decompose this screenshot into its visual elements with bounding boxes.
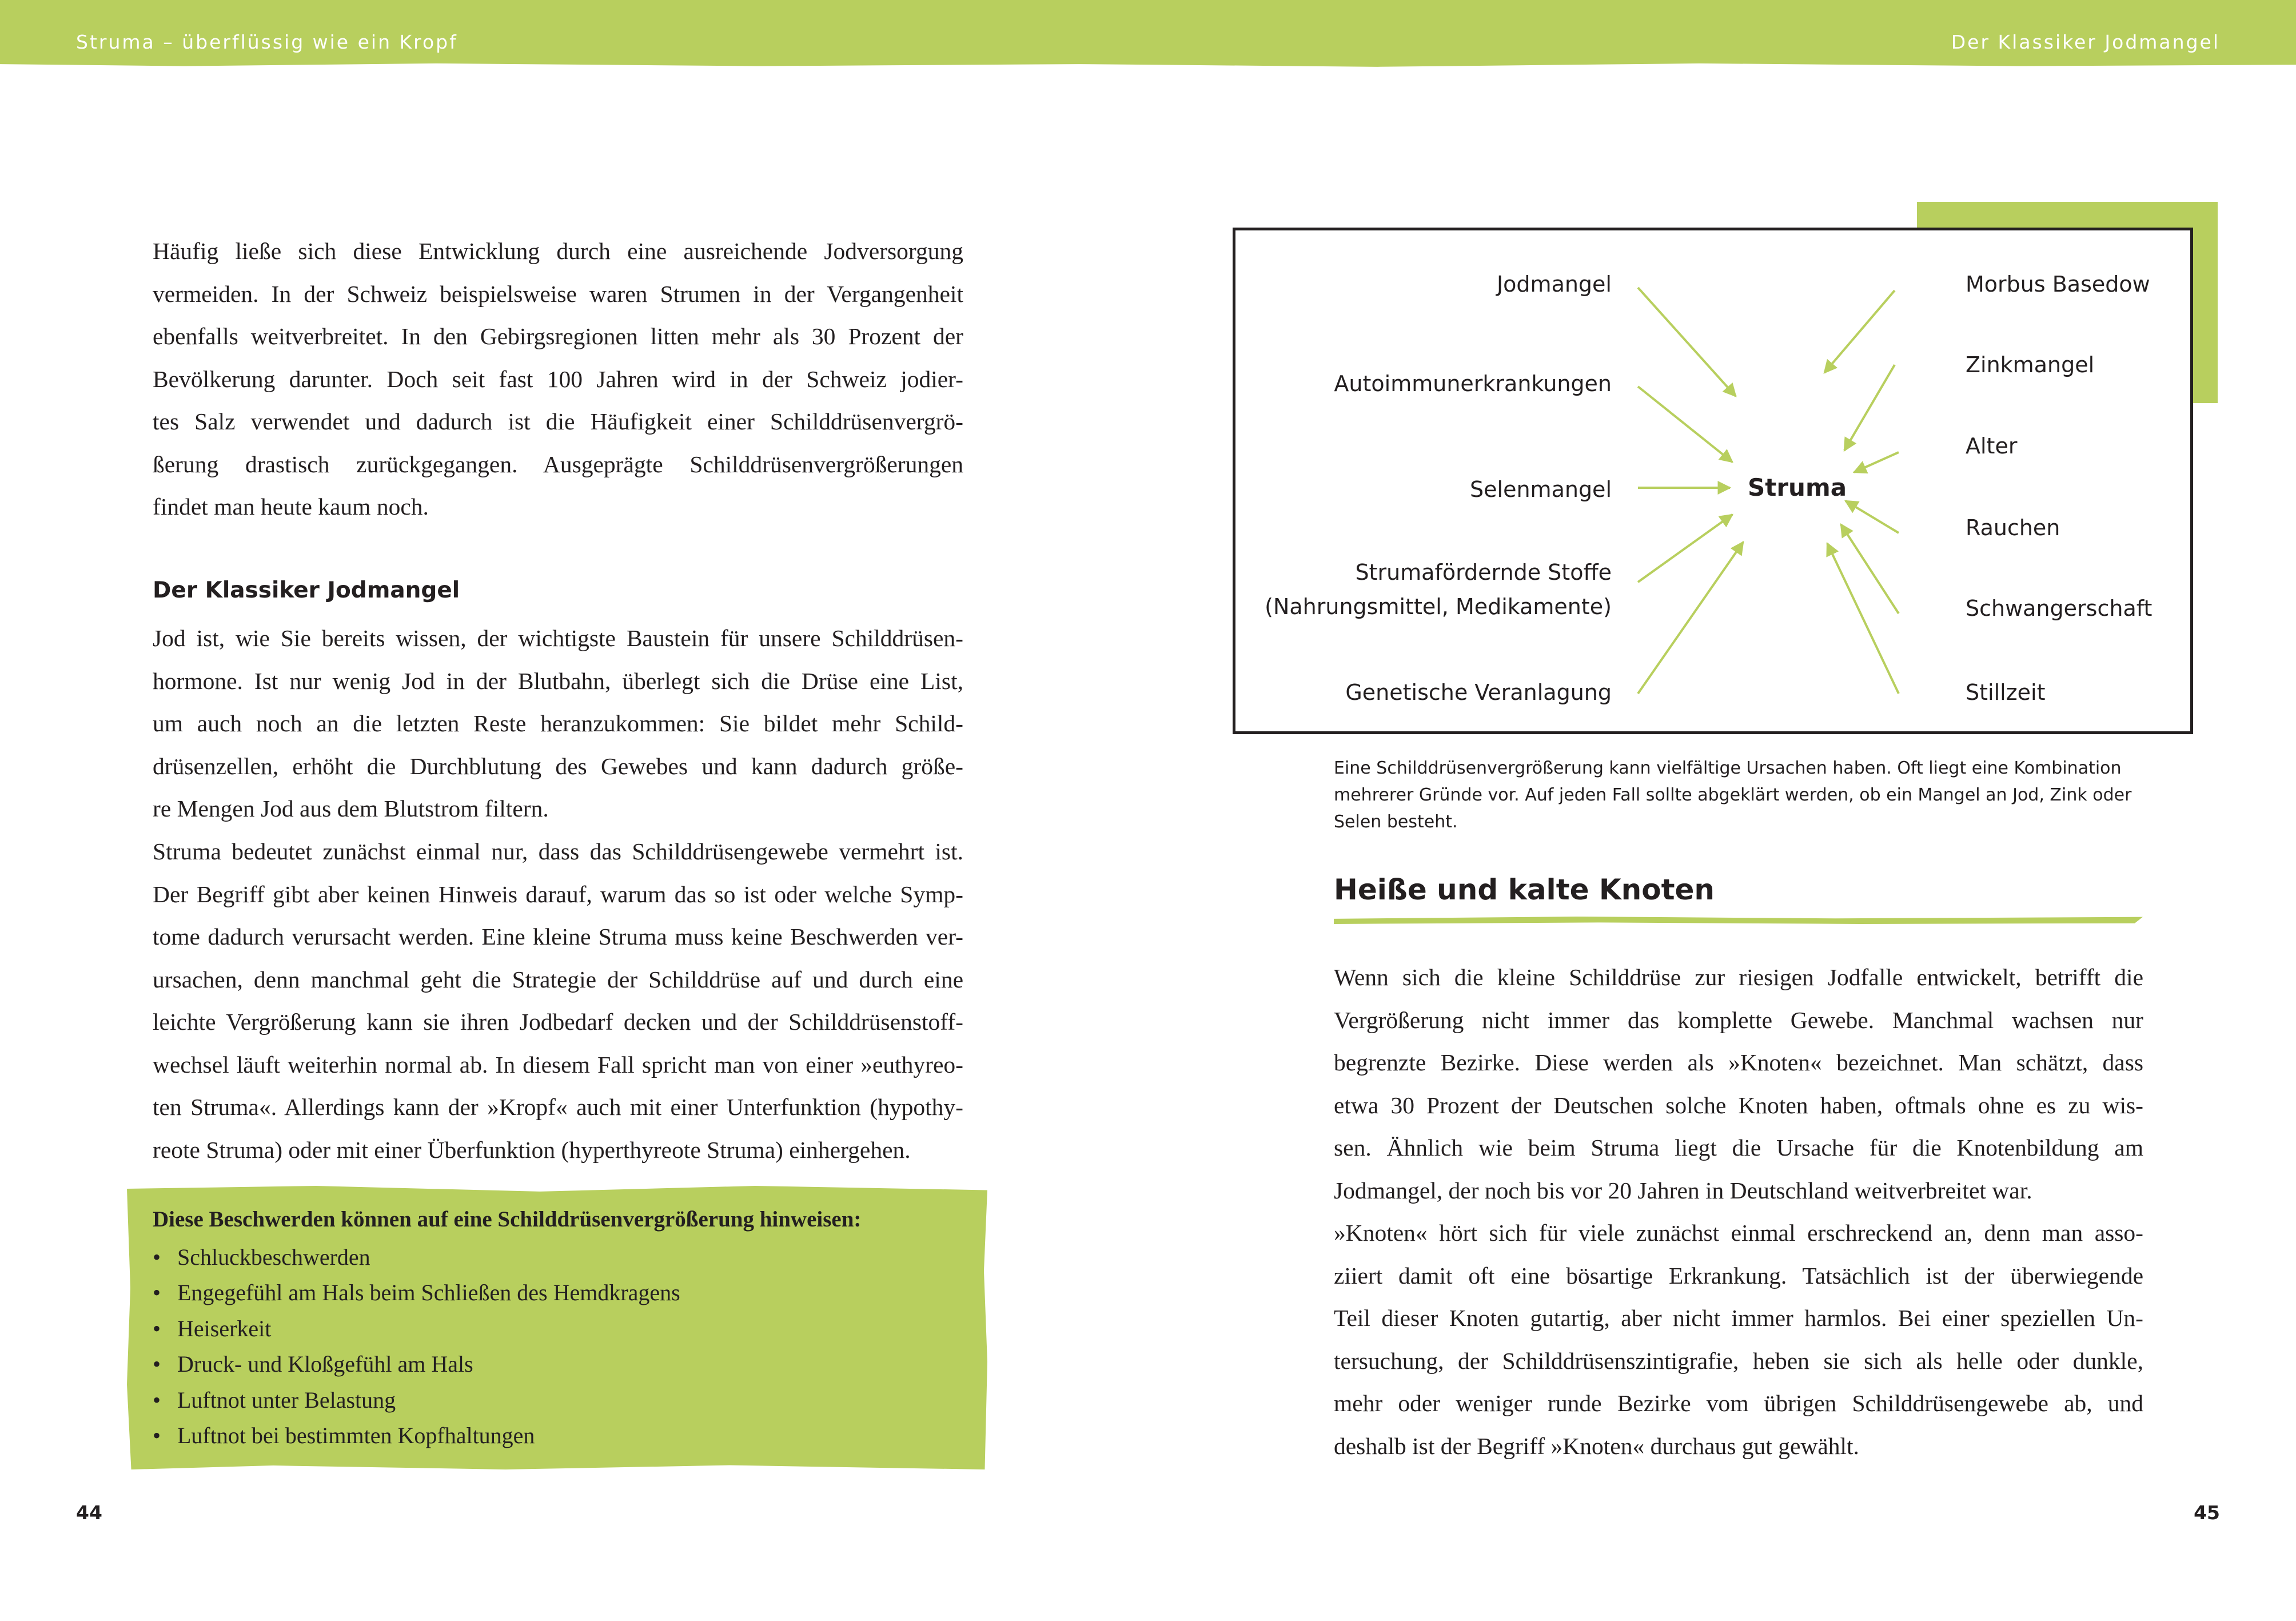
symptoms-box-title: Diese Beschwerden können auf eine Schilddrüsenvergrößerung hinweisen:	[153, 1207, 862, 1232]
list-item-text: Heiserkeit	[177, 1315, 272, 1341]
knoten-paragraph-2	[1334, 1212, 2143, 1467]
cause-label: Rauchen	[1966, 515, 2060, 540]
text-line: ziiert damit oft eine bösartige Erkrankung. Tatsächlich ist der überwiegende	[1334, 1262, 2143, 1289]
list-item-text: Engegefühl am Hals beim Schließen des Hemdkragens	[177, 1280, 680, 1306]
text-line: Jodmangel, der noch bis vor 20 Jahren in Deutschland weitverbreitet war.	[1334, 1177, 2032, 1204]
text-line: deshalb ist der Begriff »Knoten« durchaus gut gewählt.	[1334, 1432, 1859, 1459]
list-item	[153, 1240, 680, 1275]
text-line: Häufig ließe sich diese Entwicklung durch eine ausreichende Jodversorgung	[153, 238, 963, 264]
arrow-jodmangel	[1638, 288, 1736, 396]
cause-label: Jodmangel	[1496, 272, 1612, 297]
list-item-text: Luftnot bei bestimmten Kopfhaltungen	[177, 1423, 535, 1449]
text-line: mehr oder weniger runde Bezirke vom übrigen Schilddrüsengewebe ab, und	[1334, 1390, 2143, 1416]
bullet-icon: •	[153, 1315, 161, 1341]
text-line: reote Struma) oder mit einer Überfunktion (hyperthyreote Struma) einhergehen.	[153, 1136, 911, 1163]
text-line: vermeiden. In der Schweiz beispielsweise waren Strumen in der Vergangenheit	[153, 280, 963, 307]
knoten-paragraph-1	[1334, 956, 2143, 1212]
text-line: sen. Ähnlich wie beim Struma liegt die Ursache für die Knotenbildung am	[1334, 1134, 2143, 1161]
arrow-schwangerschaft	[1841, 524, 1899, 614]
list-item-text: Luftnot unter Belastung	[177, 1387, 396, 1413]
text-line: Der Begriff gibt aber keinen Hinweis darauf, warum das so ist oder welche Symp-	[153, 881, 963, 907]
list-item	[153, 1418, 680, 1453]
section-title-underline	[1334, 917, 2143, 924]
text-line: Vergrößerung nicht immer das komplette Gewebe. Manchmal wachsen nur	[1334, 1006, 2143, 1033]
section-title-knoten: Heiße und kalte Knoten	[1334, 873, 1715, 906]
subheading-jodmangel: Der Klassiker Jodmangel	[153, 577, 460, 603]
text-line: Wenn sich die kleine Schilddrüse zur riesigen Jodfalle entwickelt, betrifft die	[1334, 964, 2143, 990]
text-line: »Knoten« hört sich für viele zunächst einmal erschreckend an, denn man asso-	[1334, 1220, 2143, 1246]
arrow-autoimmun	[1638, 387, 1732, 462]
cause-label: (Nahrungsmittel, Medikamente)	[1265, 594, 1612, 619]
running-head-right: Der Klassiker Jodmangel	[1951, 31, 2220, 53]
text-line: Struma bedeutet zunächst einmal nur, dass das Schilddrüsengewebe vermehrt ist.	[153, 838, 963, 865]
text-line: tome dadurch verursacht werden. Eine kleine Struma muss keine Beschwerden ver-	[153, 923, 963, 950]
text-line: wechsel läuft weiterhin normal ab. In diesem Fall spricht man von einer »euthyreo-	[153, 1051, 963, 1078]
intro-paragraph	[153, 230, 963, 528]
cause-label: Selenmangel	[1470, 477, 1612, 502]
text-line: ten Struma«. Allerdings kann der »Kropf« auch mit einer Unterfunktion (hypothy-	[153, 1094, 963, 1120]
cause-label: Autoimmunerkrankungen	[1334, 371, 1612, 396]
text-line: hormone. Ist nur wenig Jod in der Blutbahn, überlegt sich die Drüse eine List,	[153, 667, 963, 694]
bullet-icon: •	[153, 1387, 161, 1413]
text-line: tersuchung, der Schilddrüsenszintigrafie, heben sie sich als helle oder dunkle,	[1334, 1347, 2143, 1374]
cause-label: Stillzeit	[1966, 680, 2046, 705]
text-line: drüsenzellen, erhöht die Durchblutung des Gewebes und kann dadurch größe-	[153, 752, 963, 779]
bullet-icon: •	[153, 1244, 161, 1270]
arrow-alter	[1854, 452, 1899, 472]
body-paragraph-1	[153, 617, 963, 830]
bullet-icon: •	[153, 1351, 161, 1377]
arrow-basedow	[1824, 290, 1895, 373]
list-item	[153, 1347, 680, 1382]
cause-label: Zinkmangel	[1966, 352, 2095, 377]
list-item	[153, 1311, 680, 1347]
cause-label: Morbus Basedow	[1966, 272, 2150, 297]
running-head-left: Struma – überflüssig wie ein Kropf	[76, 31, 458, 53]
text-line: ursachen, denn manchmal geht die Strategie der Schilddrüse auf und durch eine	[153, 966, 963, 993]
cause-label: Strumafördernde Stoffe	[1355, 560, 1612, 585]
diagram-caption: Eine Schilddrüsenvergrößerung kann vielfältige Ursachen haben. Oft liegt eine Kombination mehrerer Gründe vor. Auf jeden Fall sollte abgeklärt werden, ob ein Mangel an Jod, Zink oder Selen besteht.	[1334, 758, 2132, 832]
diagram-center-struma: Struma	[1748, 473, 1847, 501]
arrow-stoffe	[1638, 515, 1732, 582]
bullet-icon: •	[153, 1280, 161, 1306]
arrow-genetik	[1638, 542, 1743, 694]
text-line: Bevölkerung darunter. Doch seit fast 100 Jahren wird in der Schweiz jodier-	[153, 365, 963, 392]
symptoms-list	[153, 1240, 680, 1453]
bullet-icon: •	[153, 1423, 161, 1449]
arrow-zink	[1844, 365, 1895, 451]
list-item-text: Druck- und Kloßgefühl am Hals	[177, 1351, 473, 1377]
text-line: ebenfalls weitverbreitet. In den Gebirgsregionen litten mehr als 30 Prozent der	[153, 323, 963, 349]
text-line: begrenzte Bezirke. Diese werden als »Knoten« bezeichnet. Man schätzt, dass	[1334, 1049, 2143, 1076]
arrow-rauchen	[1845, 501, 1899, 533]
page-number-right: 45	[2194, 1501, 2220, 1524]
text-line: ßerung drastisch zurückgegangen. Ausgeprägte Schilddrüsenvergrößerungen	[153, 451, 963, 477]
cause-label: Alter	[1966, 433, 2018, 459]
body-paragraph-2	[153, 830, 963, 1171]
causes-diagram	[1233, 228, 2193, 734]
page-number-left: 44	[76, 1501, 102, 1524]
text-line: um auch noch an die letzten Reste heranzukommen: Sie bildet mehr Schild-	[153, 710, 963, 736]
list-item	[153, 1275, 680, 1311]
text-line: tes Salz verwendet und dadurch ist die Häufigkeit einer Schilddrüsenvergrö-	[153, 408, 963, 435]
arrow-stillzeit	[1827, 543, 1899, 694]
diagram-arrows	[1235, 230, 2196, 737]
text-line: Teil dieser Knoten gutartig, aber nicht immer harmlos. Bei einer speziellen Un-	[1334, 1305, 2143, 1331]
cause-label: Schwangerschaft	[1966, 596, 2152, 621]
text-line: Jod ist, wie Sie bereits wissen, der wichtigste Baustein für unsere Schilddrüsen-	[153, 625, 963, 651]
text-line: findet man heute kaum noch.	[153, 493, 429, 520]
list-item-text: Schluckbeschwerden	[177, 1244, 370, 1270]
text-line: re Mengen Jod aus dem Blutstrom filtern.	[153, 795, 549, 822]
cause-label: Genetische Veranlagung	[1345, 680, 1612, 705]
text-line: leichte Vergrößerung kann sie ihren Jodbedarf decken und der Schilddrüsenstoff-	[153, 1009, 963, 1035]
text-line: etwa 30 Prozent der Deutschen solche Knoten haben, oftmals ohne es zu wis-	[1334, 1092, 2143, 1118]
list-item	[153, 1383, 680, 1418]
